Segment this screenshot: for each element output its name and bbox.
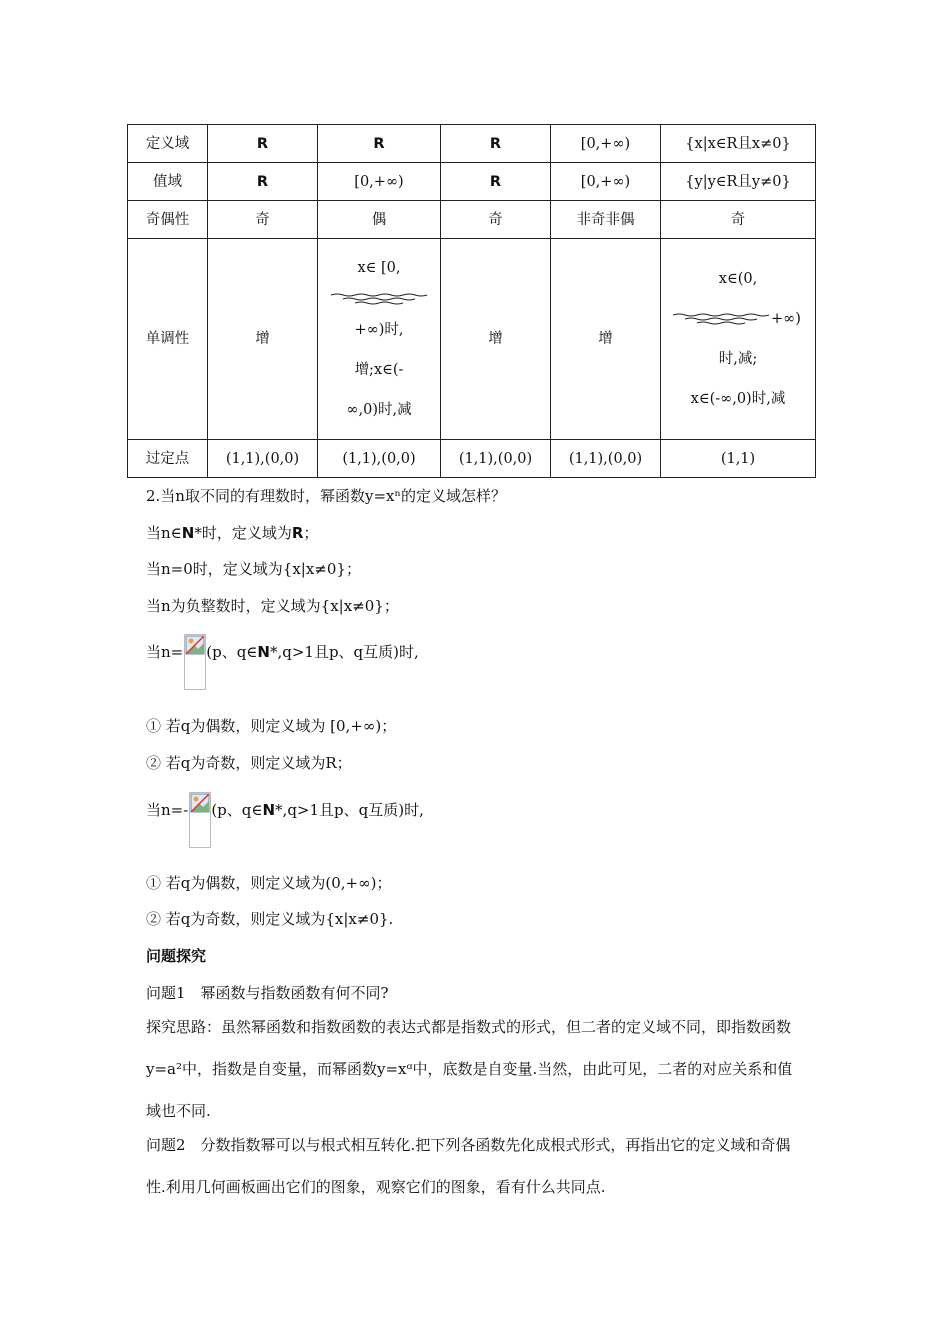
cell-line: 增;x∈(-: [354, 362, 404, 378]
table-cell-monotonic-even: [318, 239, 441, 440]
text-span: *,q>1且p、q互质)时,: [275, 801, 424, 819]
text-span: N: [181, 524, 195, 542]
power-function-properties-table: [127, 124, 816, 478]
cell-line: 时,减;: [718, 351, 758, 367]
text-span: *时，定义域为: [194, 524, 292, 542]
case-q-even: ① 若q为偶数，则定义域为 [0,+∞)；: [146, 717, 397, 735]
table-cell: [0,+∞): [551, 125, 661, 163]
table-cell: (1,1),(0,0): [551, 440, 661, 478]
table-cell: R: [208, 125, 318, 163]
text-span: 当n=: [146, 643, 184, 661]
table-cell: [0,+∞): [318, 163, 441, 201]
cell-line: +∞)时,: [354, 322, 404, 338]
cell-line-wavy: [663, 299, 813, 339]
problem-2-body: 问题2 分数指数幂可以与根式相互转化.把下列各函数先化成根式形式，再指出它的定义域和奇偶性.利用几何画板画出它们的图象，观察它们的图象，看有什么共同点.: [146, 1136, 791, 1196]
table-cell: R: [441, 163, 551, 201]
domain-line-neg-fraction: [146, 792, 424, 848]
domain-line-zero: 当n=0时，定义域为{x|x≠0}；: [146, 560, 361, 578]
table-cell: 增: [441, 239, 551, 440]
row-label: 过定点: [128, 440, 208, 478]
table-cell: {x|x∈R且x≠0}: [661, 125, 816, 163]
table-cell: {y|y∈R且y≠0}: [661, 163, 816, 201]
text-span: (p、q∈: [211, 801, 263, 819]
cell-line: x∈(-∞,0)时,减: [690, 391, 786, 407]
case-q-odd: ② 若q为奇数，则定义域为R；: [146, 754, 352, 772]
row-label: 定义域: [128, 125, 208, 163]
table-cell: (1,1): [661, 440, 816, 478]
wavy-underline-icon: [329, 292, 429, 306]
cell-line: x∈(0,: [718, 271, 758, 287]
question-2: 2.当n取不同的有理数时，幂函数y=xⁿ的定义域怎样？: [146, 487, 506, 505]
text-span: R: [291, 524, 304, 542]
table-cell: 奇: [441, 201, 551, 239]
problem-1-title: 问题1 幂函数与指数函数有何不同?: [146, 984, 389, 1002]
table-row: [128, 163, 816, 201]
table-cell: [0,+∞): [551, 163, 661, 201]
cell-line: +∞): [771, 311, 801, 327]
case-q-even-2: ① 若q为偶数，则定义域为(0,+∞)；: [146, 874, 392, 892]
problem-1-body: 探究思路：虽然幂函数和指数函数的表达式都是指数式的形式，但二者的定义域不同，即指数函数y=a²中，指数是自变量，而幂函数y=xᵅ中，底数是自变量.当然，由此可见，二者的对应关系和值域也不同.: [146, 1018, 793, 1120]
table-cell: 增: [551, 239, 661, 440]
table-cell: R: [318, 125, 441, 163]
table-cell: (1,1),(0,0): [441, 440, 551, 478]
text-span: 当n∈: [146, 524, 182, 542]
table-cell: (1,1),(0,0): [208, 440, 318, 478]
table-cell: 非奇非偶: [551, 201, 661, 239]
domain-line-positive-int: [146, 522, 318, 543]
text-span: N: [257, 643, 270, 661]
table-row: [128, 440, 816, 478]
broken-image-icon: [189, 792, 211, 848]
table-cell: 偶: [318, 201, 441, 239]
broken-image-icon: [184, 634, 206, 690]
table-cell: 奇: [661, 201, 816, 239]
section-heading: 问题探究: [146, 947, 207, 965]
table-row: [128, 201, 816, 239]
table-cell: 奇: [208, 201, 318, 239]
table-cell: (1,1),(0,0): [318, 440, 441, 478]
domain-line-negative-int: 当n为负整数时，定义域为{x|x≠0}；: [146, 597, 399, 615]
row-label: 奇偶性: [128, 201, 208, 239]
text-span: 当n=-: [146, 801, 189, 819]
table-row: [128, 239, 816, 440]
text-span: (p、q∈: [206, 643, 258, 661]
text-span: *,q>1且p、q互质)时,: [269, 643, 419, 661]
case-q-odd-2: ② 若q为奇数，则定义域为{x|x≠0}.: [146, 910, 394, 928]
table-cell-monotonic-odd: [661, 239, 816, 440]
wavy-underline-icon: [671, 312, 771, 326]
domain-line-fraction: [146, 634, 419, 690]
text-span: N: [262, 801, 276, 819]
cell-line: ∞,0)时,减: [346, 402, 412, 418]
cell-line: x∈ [0,: [357, 260, 401, 276]
table-cell: R: [441, 125, 551, 163]
row-label: 值域: [128, 163, 208, 201]
row-label: 单调性: [128, 239, 208, 440]
table-cell: R: [208, 163, 318, 201]
table-cell: 增: [208, 239, 318, 440]
table-row: [128, 125, 816, 163]
text-span: ；: [303, 524, 319, 542]
